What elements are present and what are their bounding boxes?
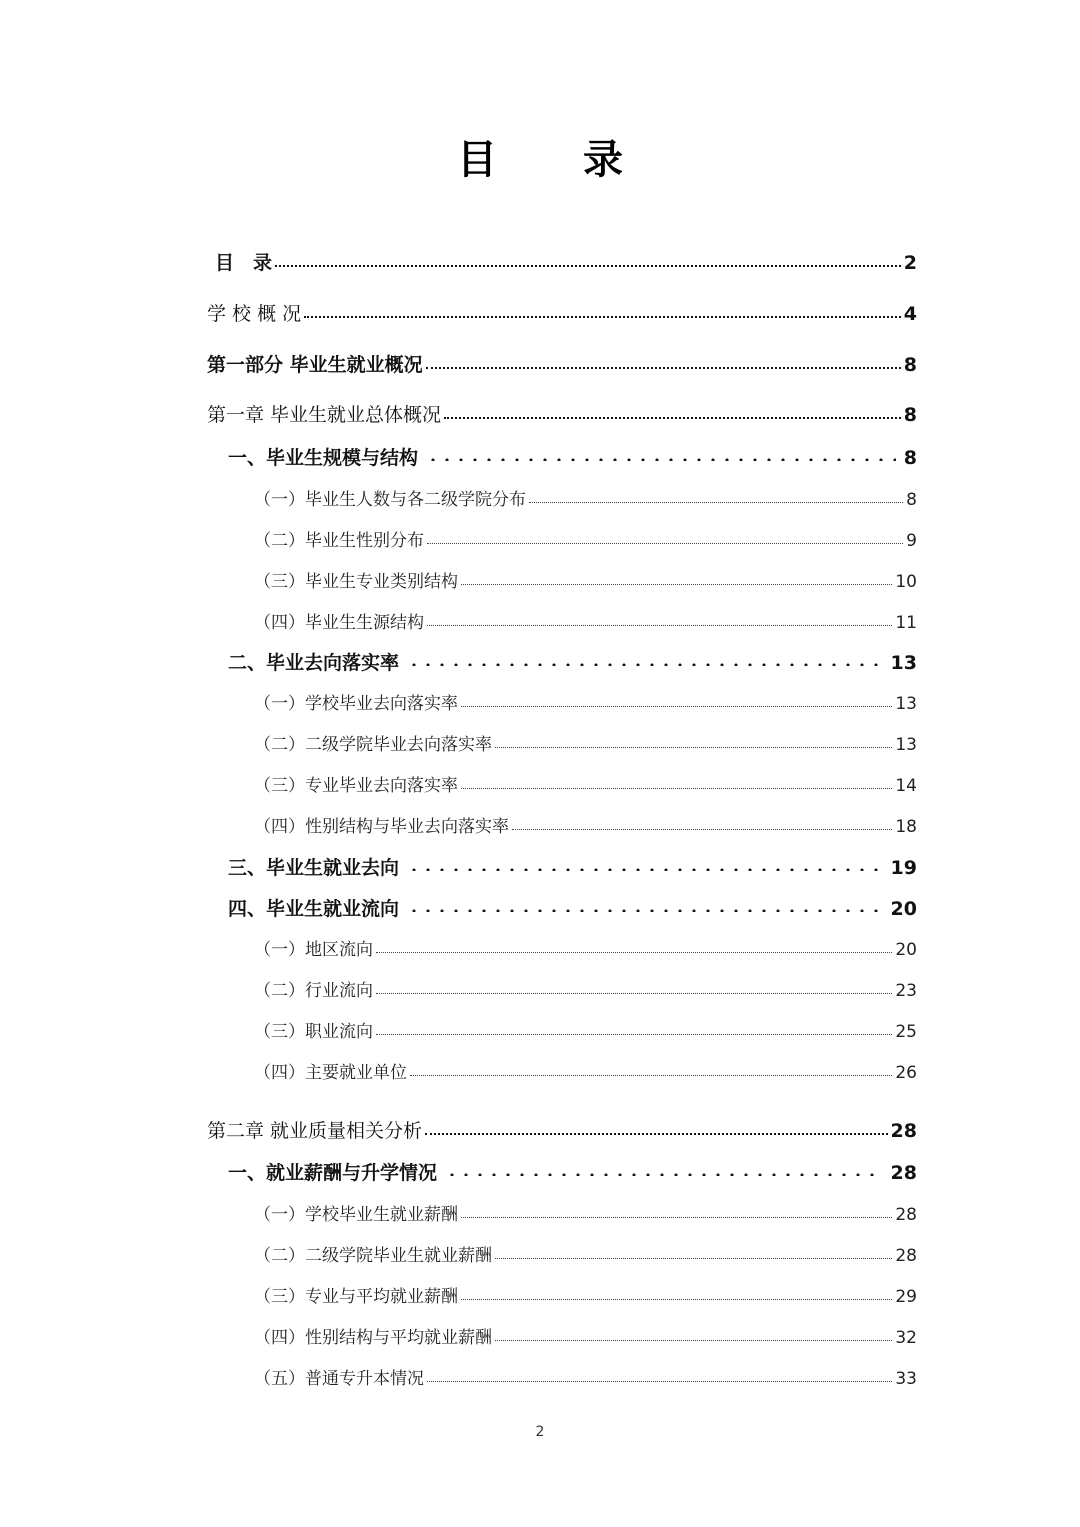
toc-entry-subsection[interactable]	[254, 730, 917, 755]
toc-entry-section[interactable]	[228, 853, 917, 880]
dot-leader	[376, 979, 892, 996]
toc-entry-page: 8	[903, 404, 917, 426]
toc-entry-page: 13	[895, 694, 917, 714]
dot-leader	[407, 896, 883, 915]
toc-entry-label: 一、就业薪酬与升学情况	[228, 1162, 438, 1184]
toc-entry-subsection[interactable]	[254, 935, 917, 960]
dot-leader	[304, 301, 901, 320]
dot-leader	[529, 488, 903, 505]
dot-leader	[407, 650, 883, 669]
toc-entry-page: 28	[890, 1120, 917, 1142]
toc-entry-page: 20	[895, 940, 917, 960]
toc-entry-page: 33	[895, 1369, 917, 1389]
dot-leader	[426, 445, 896, 464]
page-number: 2	[535, 1424, 545, 1440]
toc-entry-page: 13	[895, 735, 917, 755]
toc-entry-label: 第二章 就业质量相关分析	[207, 1120, 423, 1142]
toc-entry-subsection[interactable]	[254, 1058, 917, 1083]
dot-leader	[461, 692, 892, 709]
dot-leader	[495, 1244, 892, 1261]
toc-entry-contents[interactable]	[207, 248, 917, 275]
toc-entry-label: （四）主要就业单位	[254, 1063, 407, 1083]
toc-entry-label: 四、毕业生就业流向	[228, 898, 400, 920]
toc-entry-page: 18	[895, 817, 917, 837]
toc-entry-subsection[interactable]	[254, 1282, 917, 1307]
dot-leader	[407, 855, 883, 874]
toc-entry-chapter-one[interactable]	[207, 400, 917, 427]
toc-entry-label: （二）二级学院毕业去向落实率	[254, 735, 492, 755]
dot-leader	[495, 733, 892, 750]
toc-entry-label: （三）毕业生专业类别结构	[254, 572, 458, 592]
toc-entry-label: （一）毕业生人数与各二级学院分布	[254, 490, 526, 510]
toc-entry-label: 第一部分 毕业生就业概况	[207, 354, 423, 376]
toc-entry-section[interactable]	[228, 443, 917, 470]
toc-entry-label: （四）性别结构与毕业去向落实率	[254, 817, 509, 837]
toc-entry-page: 25	[895, 1022, 917, 1042]
toc-entry-label: （一）地区流向	[254, 940, 373, 960]
toc-entry-label: （二）二级学院毕业生就业薪酬	[254, 1246, 492, 1266]
toc-entry-page: 10	[895, 572, 917, 592]
dot-leader	[426, 352, 901, 371]
dot-leader	[461, 1285, 892, 1302]
toc-entry-subsection[interactable]	[254, 1241, 917, 1266]
toc-entry-subsection[interactable]	[254, 485, 917, 510]
toc-entry-label: （三）职业流向	[254, 1022, 373, 1042]
toc-entry-page: 14	[895, 776, 917, 796]
toc-entry-page: 28	[890, 1162, 917, 1184]
dot-leader	[427, 611, 892, 628]
toc-entry-page: 32	[895, 1328, 917, 1348]
toc-entry-chapter-two[interactable]	[207, 1116, 917, 1143]
toc-entry-label: 第一章 毕业生就业总体概况	[207, 404, 442, 426]
dot-leader	[275, 250, 901, 269]
dot-leader	[376, 1020, 892, 1037]
dot-leader	[495, 1326, 892, 1343]
toc-entry-page: 8	[906, 490, 917, 510]
dot-leader	[512, 815, 892, 832]
dot-leader	[444, 402, 901, 421]
toc-entry-part-one[interactable]	[207, 350, 917, 377]
toc-entry-subsection[interactable]	[254, 771, 917, 796]
dot-leader	[461, 774, 892, 791]
toc-entry-page: 23	[895, 981, 917, 1001]
toc-entry-subsection[interactable]	[254, 1323, 917, 1348]
page-title: 目 录	[457, 137, 659, 183]
toc-entry-page: 8	[903, 354, 917, 376]
toc-entry-label: 三、毕业生就业去向	[228, 857, 400, 879]
toc-entry-page: 26	[895, 1063, 917, 1083]
toc-entry-label: （一）学校毕业去向落实率	[254, 694, 458, 714]
toc-entry-page: 19	[890, 857, 917, 879]
toc-entry-label: （一）学校毕业生就业薪酬	[254, 1205, 458, 1225]
toc-entry-label: 二、毕业去向落实率	[228, 652, 400, 674]
toc-entry-subsection[interactable]	[254, 526, 917, 551]
toc-entry-subsection[interactable]	[254, 608, 917, 633]
toc-entry-subsection[interactable]	[254, 976, 917, 1001]
toc-entry-subsection[interactable]	[254, 1017, 917, 1042]
toc-entry-section[interactable]	[228, 1158, 917, 1185]
toc-entry-subsection[interactable]	[254, 1364, 917, 1389]
toc-entry-subsection[interactable]	[254, 567, 917, 592]
toc-entry-page: 20	[890, 898, 917, 920]
toc-entry-label: （二）毕业生性别分布	[254, 531, 424, 551]
toc-entry-label: 一、毕业生规模与结构	[228, 447, 419, 469]
dot-leader	[461, 1203, 892, 1220]
toc-entry-page: 11	[895, 613, 917, 633]
toc-entry-label: （三）专业与平均就业薪酬	[254, 1287, 458, 1307]
toc-entry-label: （四）毕业生生源结构	[254, 613, 424, 633]
dot-leader	[445, 1160, 883, 1179]
toc-entry-label: 学 校 概 况	[207, 303, 302, 325]
dot-leader	[427, 1367, 892, 1384]
dot-leader	[427, 529, 903, 546]
toc-entry-section[interactable]	[228, 648, 917, 675]
toc-entry-label: （五）普通专升本情况	[254, 1369, 424, 1389]
toc-entry-page: 29	[895, 1287, 917, 1307]
toc-entry-label: （三）专业毕业去向落实率	[254, 776, 458, 796]
toc-entry-subsection[interactable]	[254, 689, 917, 714]
toc-entry-page: 13	[890, 652, 917, 674]
toc-entry-label: 目 录	[215, 252, 273, 274]
toc-entry-page: 9	[906, 531, 917, 551]
toc-entry-subsection[interactable]	[254, 1200, 917, 1225]
toc-entry-school-overview[interactable]	[207, 299, 917, 326]
toc-entry-page: 28	[895, 1246, 917, 1266]
dot-leader	[376, 938, 892, 955]
toc-entry-label: （二）行业流向	[254, 981, 373, 1001]
toc-entry-page: 2	[903, 252, 917, 274]
toc-entry-section[interactable]	[228, 894, 917, 921]
toc-entry-page: 4	[903, 303, 917, 325]
toc-entry-label: （四）性别结构与平均就业薪酬	[254, 1328, 492, 1348]
dot-leader	[425, 1118, 888, 1137]
toc-entry-subsection[interactable]	[254, 812, 917, 837]
dot-leader	[410, 1061, 892, 1078]
toc-entry-page: 8	[903, 447, 917, 469]
dot-leader	[461, 570, 892, 587]
toc-entry-page: 28	[895, 1205, 917, 1225]
